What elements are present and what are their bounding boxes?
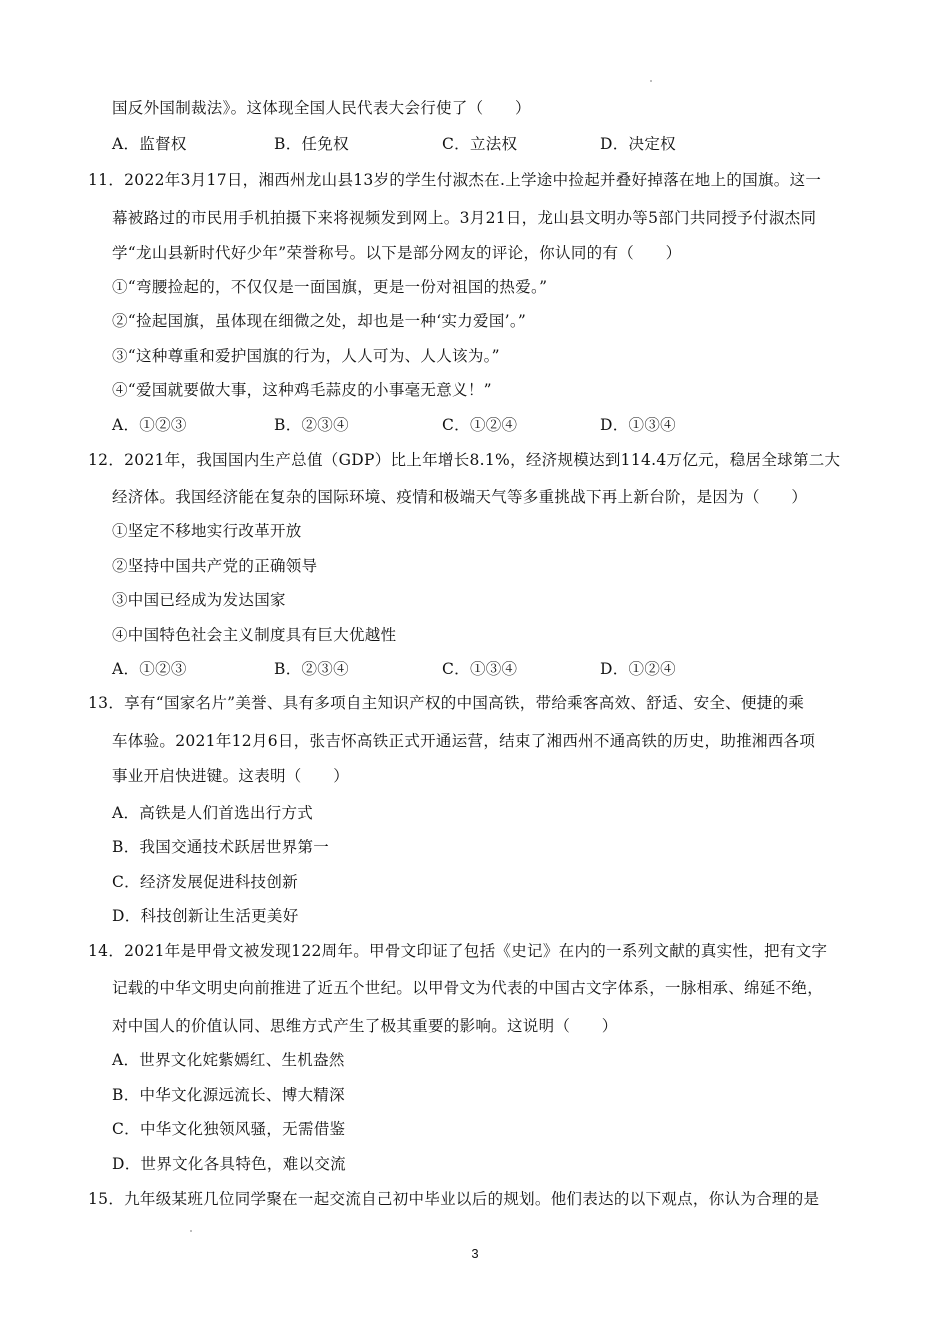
page-number: 3	[471, 1246, 479, 1261]
q11-option-a: A．①②③	[112, 416, 187, 434]
q12-option-d: D．①②④	[600, 660, 676, 678]
q13-stem-line-2: 车体验。2021年12月6日，张吉怀高铁正式开通运营，结束了湘西州不通高铁的历史，助推湘西各项	[112, 732, 816, 750]
q11-item-3: ③“这种尊重和爱护国旗的行为，人人可为、人人该为。”	[112, 347, 500, 365]
q11-item-1: ①“弯腰捡起的，不仅仅是一面国旗，更是一份对祖国的热爱。”	[112, 278, 548, 296]
q10-option-c: C．立法权	[442, 135, 518, 153]
q12-stem-line-2: 经济体。我国经济能在复杂的国际环境、疫情和极端天气等多重挑战下再上新台阶，是因为（ ）	[112, 488, 808, 506]
q11-option-c: C．①②④	[442, 416, 518, 434]
q12-item-4: ④中国特色社会主义制度具有巨大优越性	[112, 626, 397, 644]
q14-option-b: B．中华文化源远流长、博大精深	[112, 1086, 345, 1104]
q12-item-1: ①坚定不移地实行改革开放	[112, 522, 302, 540]
q10-option-a: A．监督权	[112, 135, 187, 153]
q12-item-2: ②坚持中国共产党的正确领导	[112, 557, 318, 575]
q13-option-c: C．经济发展促进科技创新	[112, 873, 298, 891]
q13-stem-line-1: 13．享有“国家名片”美誉、具有多项自主知识产权的中国高铁，带给乘客高效、舒适、安全、便捷的乘	[88, 694, 805, 712]
q14-option-d: D．世界文化各具特色，难以交流	[112, 1155, 346, 1173]
q11-stem-line-2: 幕被路过的市民用手机拍摄下来将视频发到网上。3月21日，龙山县文明办等5部门共同授予付淑杰同	[112, 209, 817, 227]
q13-stem-line-3: 事业开启快进键。这表明（ ）	[112, 767, 350, 785]
q12-option-a: A．①②③	[112, 660, 187, 678]
scan-dot	[650, 80, 652, 82]
q10-option-b: B．任免权	[274, 135, 349, 153]
q14-option-c: C．中华文化独领风骚，无需借鉴	[112, 1120, 346, 1138]
q15-stem-line-1: 15．九年级某班几位同学聚在一起交流自己初中毕业以后的规划。他们表达的以下观点，你认为合理的是	[88, 1190, 820, 1208]
q11-option-d: D．①③④	[600, 416, 676, 434]
q14-option-a: A．世界文化姹紫嫣红、生机盎然	[112, 1051, 345, 1069]
q14-stem-line-2: 记载的中华文明史向前推进了近五个世纪。以甲骨文为代表的中国古文字体系，一脉相承、绵延不绝，	[112, 979, 824, 997]
q11-stem-line-3: 学“龙山县新时代好少年”荣誉称号。以下是部分网友的评论，你认同的有（ ）	[112, 244, 682, 262]
q13-option-d: D．科技创新让生活更美好	[112, 907, 299, 925]
q12-item-3: ③中国已经成为发达国家	[112, 591, 286, 609]
q13-option-b: B．我国交通技术跃居世界第一	[112, 838, 330, 856]
q11-item-4: ④“爱国就要做大事，这种鸡毛蒜皮的小事毫无意义！”	[112, 381, 492, 399]
q10-option-d: D．决定权	[600, 135, 676, 153]
q12-stem-line-1: 12．2021年，我国国内生产总值（GDP）比上年增长8.1%，经济规模达到114.4万亿元，稳居全球第二大	[88, 451, 841, 469]
q14-stem-line-1: 14．2021年是甲骨文被发现122周年。甲骨文印证了包括《史记》在内的一系列文献的真实性，把有文字	[88, 942, 828, 960]
q10-stem-continuation: 国反外国制裁法》。这体现全国人民代表大会行使了（ ）	[112, 99, 531, 117]
q11-item-2: ②“捡起国旗，虽体现在细微之处，却也是一种‘实力爱国’。”	[112, 312, 527, 330]
q12-option-c: C．①③④	[442, 660, 518, 678]
q13-option-a: A．高铁是人们首选出行方式	[112, 804, 314, 822]
q11-option-b: B．②③④	[274, 416, 349, 434]
q12-option-b: B．②③④	[274, 660, 349, 678]
scan-dot	[190, 1230, 192, 1232]
q11-stem-line-1: 11．2022年3月17日，湘西州龙山县13岁的学生付淑杰在.上学途中捡起并叠好掉落在地上的国旗。这一	[88, 171, 822, 189]
q14-stem-line-3: 对中国人的价值认同、思维方式产生了极其重要的影响。这说明（ ）	[112, 1017, 618, 1035]
